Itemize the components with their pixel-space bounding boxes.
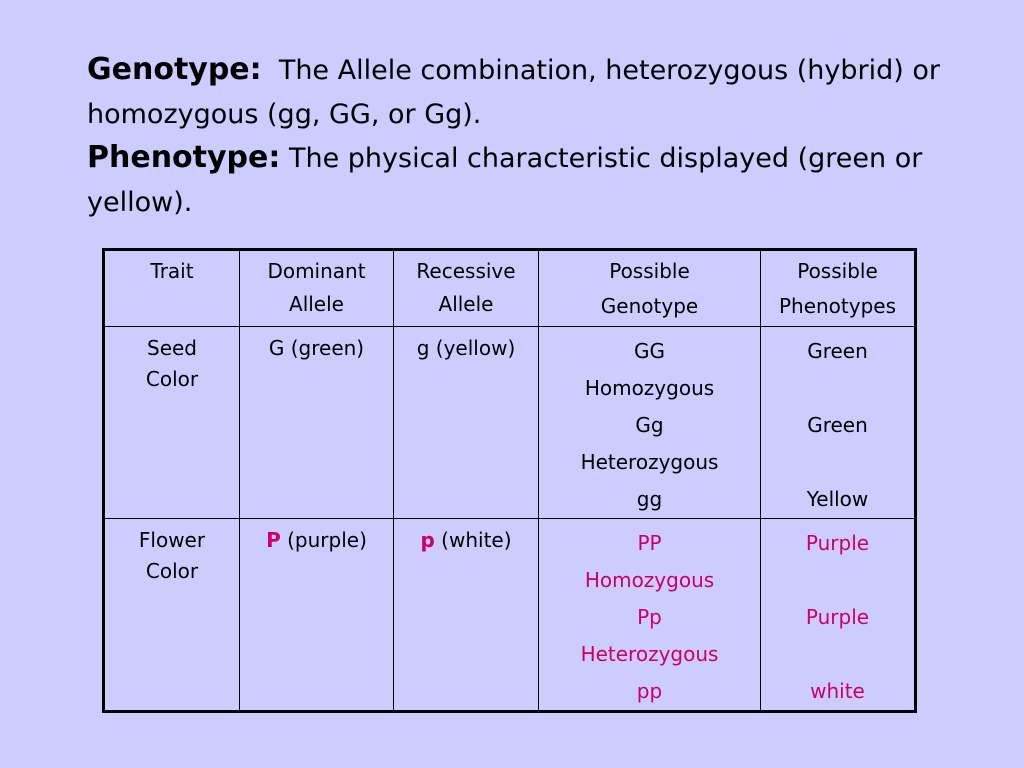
seed-dominant-cell: G (green): [240, 327, 394, 519]
seed-trait-cell: Seed Color: [104, 327, 240, 519]
header-dominant-allele: Dominant Allele: [240, 250, 394, 327]
genotype-term: Genotype:: [87, 52, 262, 87]
phenotype-term: Phenotype:: [87, 140, 281, 175]
genetics-table: [102, 248, 917, 713]
genotype-text: The Allele combination, heterozygous (hybrid) or homozygous (gg, GG, or Gg).: [87, 55, 941, 130]
header-possible-genotype: Possible Genotype: [539, 250, 761, 327]
flower-phenotypes-cell: Purple Purple white: [761, 519, 916, 712]
header-trait: Trait: [104, 250, 240, 327]
header-possible-phenotypes: Possible Phenotypes: [761, 250, 916, 327]
seed-phenotypes-cell: Green Green Yellow: [761, 327, 916, 519]
header-recessive-allele: Recessive Allele: [394, 250, 539, 327]
table-row-flower-color: [104, 519, 916, 712]
flower-trait-cell: Flower Color: [104, 519, 240, 712]
phenotype-text: The physical characteristic displayed (green or yellow).: [87, 143, 923, 218]
flower-dominant-cell: P (purple): [240, 519, 394, 712]
seed-genotypes-cell: GG Homozygous Gg Heterozygous gg: [539, 327, 761, 519]
phenotype-definition: [87, 136, 947, 224]
table-header-row: [104, 250, 916, 327]
table-row-seed-color: [104, 327, 916, 519]
flower-genotypes-cell: PP Homozygous Pp Heterozygous pp: [539, 519, 761, 712]
seed-recessive-cell: g (yellow): [394, 327, 539, 519]
genotype-definition: [87, 48, 947, 136]
definitions: [87, 48, 947, 224]
flower-recessive-cell: p (white): [394, 519, 539, 712]
